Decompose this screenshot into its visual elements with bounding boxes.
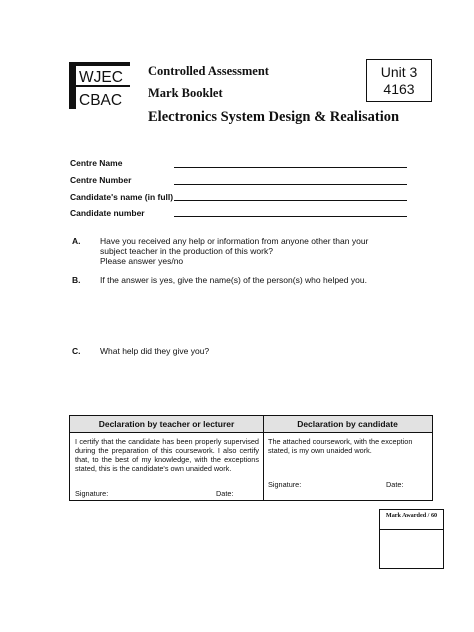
mark-awarded-field[interactable] bbox=[380, 530, 443, 568]
document-title: Electronics System Design & Realisation bbox=[148, 109, 400, 125]
candidate-name-field[interactable] bbox=[174, 200, 407, 201]
question-c-letter: C. bbox=[72, 346, 81, 356]
question-a-letter: A. bbox=[72, 236, 81, 246]
declaration-table bbox=[69, 415, 433, 501]
header-mark-booklet: Mark Booklet bbox=[148, 86, 223, 100]
teacher-date-label: Date: bbox=[216, 489, 234, 498]
unit-box bbox=[366, 59, 432, 102]
unit-label: Unit 3 bbox=[380, 64, 418, 80]
question-b-text: If the answer is yes, give the name(s) of the person(s) who helped you. bbox=[100, 275, 367, 285]
question-b-letter: B. bbox=[72, 275, 81, 285]
unit-code: 4163 bbox=[383, 81, 415, 97]
centre-number-label: Centre Number bbox=[70, 175, 132, 185]
teacher-signature-label: Signature: bbox=[75, 489, 109, 498]
teacher-declaration-heading: Declaration by teacher or lecturer bbox=[70, 416, 263, 433]
centre-name-field[interactable] bbox=[174, 167, 407, 168]
question-a-text: Have you received any help or information from anyone other than your subject teacher in the production of this work? Please answer yes/no bbox=[100, 236, 369, 266]
centre-name-label: Centre Name bbox=[70, 158, 123, 168]
declaration-divider bbox=[263, 416, 264, 500]
question-c-text: What help did they give you? bbox=[100, 346, 210, 356]
candidate-signature-label: Signature: bbox=[268, 480, 302, 489]
candidate-date-label: Date: bbox=[386, 480, 404, 489]
mark-awarded-box bbox=[379, 509, 444, 569]
candidate-declaration-heading: Declaration by candidate bbox=[263, 416, 432, 433]
candidate-declaration-text: The attached coursework, with the exception stated, is my own unaided work. bbox=[268, 437, 413, 455]
mark-awarded-label: Mark Awarded / 60 bbox=[380, 510, 443, 530]
header-controlled-assessment: Controlled Assessment bbox=[148, 64, 269, 78]
logo-text-cbac: CBAC bbox=[79, 92, 123, 109]
centre-number-field[interactable] bbox=[174, 184, 407, 185]
candidate-number-label: Candidate number bbox=[70, 208, 145, 218]
candidate-name-label: Candidate's name (in full) bbox=[70, 192, 174, 202]
candidate-number-field[interactable] bbox=[174, 216, 407, 217]
wjec-cbac-logo bbox=[69, 62, 130, 109]
teacher-declaration-text: I certify that the candidate has been properly supervised during the preparation of this coursework. I also certify that, to the best of my knowledge, with the exceptions stated, this is the candidate's own unaided work. bbox=[75, 437, 259, 473]
logo-text-wjec: WJEC bbox=[79, 69, 123, 86]
